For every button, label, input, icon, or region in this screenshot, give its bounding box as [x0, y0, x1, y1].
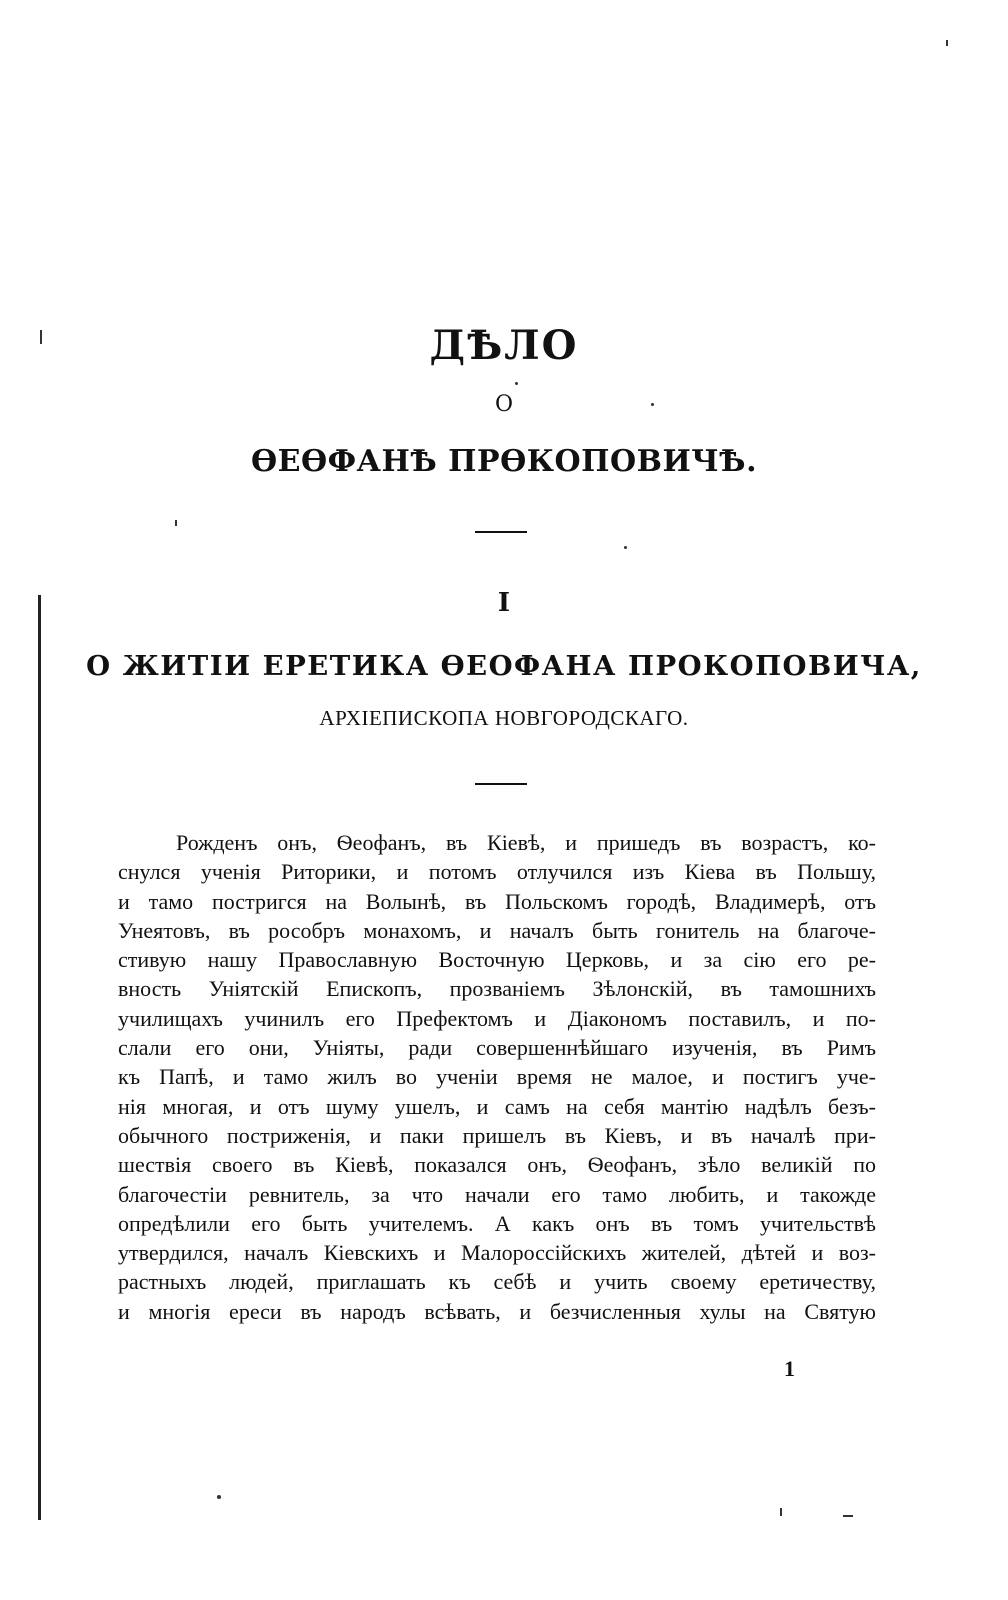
body-line: опредѣлили его быть учителемъ. А какъ онъ въ томъ учительствѣ	[118, 1210, 876, 1236]
section-number: I	[497, 588, 511, 618]
page-number: 1	[784, 1356, 795, 1381]
scan-speck	[843, 1515, 853, 1517]
document-title: ДѢЛО	[429, 322, 579, 369]
body-line: нія многая, и отъ шуму ушелъ, и самъ на себя мантію надѣлъ безъ-	[118, 1093, 876, 1119]
body-line: училищахъ учинилъ его Префектомъ и Діакономъ поставилъ, и по-	[118, 1005, 876, 1031]
body-line: утвердился, началъ Кіевскихъ и Малороссійскихъ жителей, дѣтей и воз-	[118, 1240, 876, 1266]
body-line: Рожденъ онъ, Ѳеофанъ, въ Кіевѣ, и пришедъ въ возрастъ, ко-	[176, 830, 876, 855]
scan-margin-rule	[38, 595, 41, 1520]
body-line: растныхъ людей, приглашать къ себѣ и учить своему еретичеству,	[118, 1269, 876, 1295]
body-line: благочестіи ревнитель, за что начали его тамо любить, и такожде	[118, 1181, 876, 1207]
section-divider	[475, 783, 527, 785]
title-preposition: О	[494, 392, 514, 417]
body-line: Унеятовъ, въ рособръ монахомъ, и началъ быть гонитель на благоче-	[118, 917, 876, 943]
body-line: къ Папѣ, и тамо жилъ во ученіи время не малое, и постигъ уче-	[118, 1064, 876, 1090]
scan-speck	[946, 40, 948, 46]
scan-speck	[780, 1508, 782, 1516]
body-line: снулся ученія Риторики, и потомъ отлучился изъ Кіева въ Польшу,	[118, 859, 876, 885]
body-line: стивую нашу Православную Восточную Церковь, и за сію его ре-	[118, 947, 876, 973]
scan-speck	[624, 546, 627, 549]
section-subtitle: АРХІЕПИСКОПА НОВГОРОДСКАГО.	[319, 706, 689, 730]
scan-speck	[217, 1495, 221, 1499]
body-line: и многія ереси въ народъ всѣвать, и безчисленныя хулы на Святую	[118, 1298, 876, 1324]
body-line: обычного постриженія, и паки пришелъ въ Кіевъ, и въ началѣ при-	[118, 1122, 876, 1148]
section-title: О ЖИТІИ ЕРЕТИКА ѲЕОФАНА ПРОКОПОВИЧА,	[86, 650, 922, 682]
body-line: шествія своего въ Кіевѣ, показался онъ, Ѳеофанъ, зѣло великій по	[118, 1152, 876, 1178]
body-line: вность Уніятскій Епископъ, прозваніемъ Зѣлонскій, въ тамошнихъ	[118, 976, 876, 1002]
section-divider	[475, 531, 527, 533]
body-paragraph	[118, 828, 876, 1326]
document-subject: ѲЕѲФАНѢ ПРѲКОПОВИЧѢ.	[250, 444, 758, 479]
body-line: и тамо постригся на Волынѣ, въ Польскомъ городѣ, Владимерѣ, отъ	[118, 888, 876, 914]
scan-speck	[515, 382, 518, 385]
body-line: слали его они, Уніяты, ради совершеннѣйшаго изученія, въ Римъ	[118, 1035, 876, 1061]
scan-speck	[175, 520, 177, 526]
